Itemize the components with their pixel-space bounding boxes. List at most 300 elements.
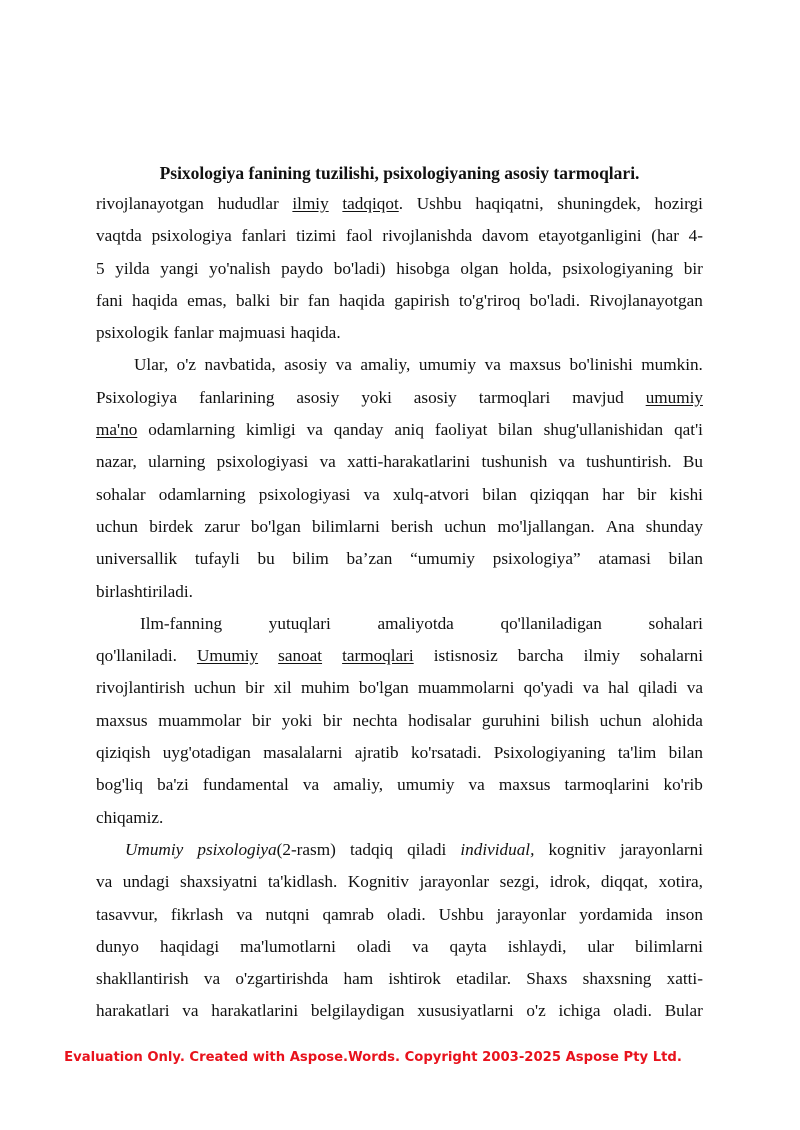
word-text: tasavvur, xyxy=(96,904,158,924)
word-text: amaliyotda xyxy=(377,613,454,633)
word xyxy=(652,705,703,737)
word xyxy=(361,382,392,414)
word xyxy=(394,414,424,446)
word-text: Ilm-fanning xyxy=(140,613,223,633)
word xyxy=(387,899,426,931)
word-text: etadilar. xyxy=(456,969,512,989)
word-text: psixologik xyxy=(96,323,169,343)
word-text: davom xyxy=(481,226,529,246)
text-line xyxy=(96,866,703,898)
word xyxy=(303,769,319,801)
word-text: shuningdek, xyxy=(557,194,641,213)
word-text: ajratib xyxy=(354,743,399,763)
word-text: muhim xyxy=(300,678,350,698)
word-text: muammolar xyxy=(158,710,242,730)
word-text: bo'linishi xyxy=(569,355,633,375)
word xyxy=(608,672,629,704)
word xyxy=(460,253,498,285)
word xyxy=(292,543,328,575)
word xyxy=(412,931,428,963)
word-text: jarayonlar xyxy=(419,872,490,892)
word xyxy=(347,446,470,478)
word-text: tarmoqlarini xyxy=(564,775,650,795)
word xyxy=(499,769,551,801)
word-text: (2-rasm) xyxy=(276,839,336,859)
word-text: sezgi, xyxy=(499,872,540,892)
word-text: ko'rsatadi. xyxy=(411,743,482,763)
word-text: bilimlarni xyxy=(312,516,380,536)
word-text: jarayonlar xyxy=(496,904,567,924)
word xyxy=(620,834,703,866)
word-text: asosiy xyxy=(413,387,457,407)
word xyxy=(391,511,433,543)
word xyxy=(655,188,703,220)
word-text: birlashtiriladi. xyxy=(96,581,193,601)
word xyxy=(209,253,270,285)
word xyxy=(235,963,328,995)
word-text: amaliy, xyxy=(333,775,384,795)
word-text: Shaxs xyxy=(526,969,568,989)
word xyxy=(280,285,299,317)
word xyxy=(485,349,501,381)
word xyxy=(258,543,275,575)
word xyxy=(322,899,374,931)
word-text: qamrab xyxy=(322,904,375,924)
word xyxy=(148,446,205,478)
word-text: bilish xyxy=(550,710,589,730)
word-text: qayta xyxy=(449,936,487,956)
word-text: qiladi xyxy=(407,839,447,859)
word-text: . xyxy=(398,194,404,213)
word-text: uchun xyxy=(444,516,487,536)
word xyxy=(508,931,567,963)
italic-term: individual, xyxy=(460,839,535,859)
word-text: maxsus xyxy=(498,775,551,795)
text-line xyxy=(96,640,703,672)
word-text: fani xyxy=(96,290,123,310)
word xyxy=(278,640,322,672)
word xyxy=(538,220,641,252)
word-text: tizimi xyxy=(296,226,337,246)
word xyxy=(323,705,342,737)
word-text: mo'ljallangan. xyxy=(497,516,595,536)
word xyxy=(586,446,671,478)
word xyxy=(635,931,703,963)
word xyxy=(651,220,679,252)
word-text: bo'ladi. xyxy=(529,290,580,310)
word xyxy=(601,866,648,898)
word-text: o'z xyxy=(176,355,196,375)
text-line xyxy=(96,285,703,317)
word xyxy=(602,479,624,511)
word-text: xotira, xyxy=(658,872,703,892)
word xyxy=(469,769,485,801)
word xyxy=(449,931,486,963)
word xyxy=(140,608,222,640)
word-text: xil xyxy=(273,678,292,698)
word-text: bilan xyxy=(668,549,703,569)
word-text: kimligi xyxy=(246,420,296,440)
word xyxy=(482,479,516,511)
word xyxy=(641,349,703,381)
word xyxy=(211,995,298,1027)
word-text: bir xyxy=(683,258,703,278)
word xyxy=(96,446,137,478)
word-text: umumiy xyxy=(418,355,477,375)
word xyxy=(459,285,521,317)
word-text: odamlarning xyxy=(148,420,236,440)
word-text: kognitiv xyxy=(548,839,606,859)
word xyxy=(334,414,384,446)
text-line xyxy=(96,672,703,704)
word-text: hisobga xyxy=(396,258,450,278)
word xyxy=(667,963,703,995)
word xyxy=(618,737,656,769)
word xyxy=(132,285,178,317)
word-text: va xyxy=(319,452,336,472)
word xyxy=(96,479,146,511)
word-text: qo'llaniladigan xyxy=(500,613,602,633)
word xyxy=(159,479,246,511)
word xyxy=(640,640,703,672)
word xyxy=(481,446,547,478)
word xyxy=(203,769,289,801)
word-text: bo'lgan xyxy=(250,516,301,536)
underlined-term: ilmiy xyxy=(292,194,329,213)
word xyxy=(342,640,414,672)
word xyxy=(669,543,703,575)
word xyxy=(684,253,703,285)
word xyxy=(194,672,236,704)
word xyxy=(96,640,177,672)
word-text: dunyo xyxy=(96,936,139,956)
word xyxy=(204,963,220,995)
word xyxy=(343,963,373,995)
word xyxy=(125,834,183,866)
word xyxy=(482,220,529,252)
word xyxy=(182,995,198,1027)
word-text: bilim xyxy=(292,549,329,569)
word xyxy=(646,382,703,414)
word-text: inson xyxy=(665,904,703,924)
word-text: maxsus xyxy=(509,355,561,375)
word-text: shaxsning xyxy=(582,969,652,989)
word-text: va xyxy=(412,936,429,956)
word xyxy=(339,285,385,317)
word-text: rivojlanishda xyxy=(382,226,473,246)
word xyxy=(355,737,399,769)
text-line xyxy=(96,995,703,1027)
word xyxy=(435,414,488,446)
word xyxy=(360,349,410,381)
word-text: uchun xyxy=(599,710,642,730)
word-text: yangi xyxy=(160,258,199,278)
word-text: yoki xyxy=(281,710,313,730)
word xyxy=(530,285,580,317)
word xyxy=(274,672,292,704)
word xyxy=(96,737,150,769)
word xyxy=(157,769,189,801)
word-text: gapirish xyxy=(394,290,450,310)
word xyxy=(526,963,567,995)
text-line xyxy=(96,769,703,801)
word xyxy=(217,446,309,478)
document-title: Psixologiya fanining tuzilishi, psixologiyaning asosiy tarmoqlari. xyxy=(159,163,640,183)
word xyxy=(242,220,287,252)
word-text: bir xyxy=(279,290,299,310)
word-text: sohalari xyxy=(648,613,703,633)
text-line xyxy=(96,608,703,640)
word xyxy=(311,995,405,1027)
word xyxy=(359,672,409,704)
word-text: qat'i xyxy=(674,420,703,440)
word-text: nechta xyxy=(352,710,398,730)
word xyxy=(497,899,567,931)
word-text: etayotganligini xyxy=(538,226,642,246)
underlined-term: sanoat xyxy=(278,646,323,666)
word-text: barcha xyxy=(517,646,564,666)
word-text: va xyxy=(302,775,320,795)
word xyxy=(342,188,403,220)
word-text: rivojlantirish xyxy=(96,678,185,698)
word-text: qo'llaniladi. xyxy=(96,646,177,666)
word xyxy=(559,446,575,478)
word xyxy=(282,705,313,737)
word xyxy=(263,737,342,769)
word xyxy=(96,963,189,995)
word-text: Rivojlanayotgan xyxy=(589,290,703,310)
word xyxy=(296,382,339,414)
word xyxy=(663,769,702,801)
word-text: universallik xyxy=(96,549,178,569)
word xyxy=(583,672,599,704)
text-line xyxy=(96,253,703,285)
word-text: umumiy xyxy=(397,775,455,795)
word-text: fanlari xyxy=(241,226,287,246)
word xyxy=(180,866,257,898)
word xyxy=(171,899,224,931)
word-text: bo'ladi) xyxy=(333,258,386,278)
word xyxy=(417,995,513,1027)
word-text: bu xyxy=(257,549,275,569)
word xyxy=(336,349,352,381)
word xyxy=(353,705,398,737)
word xyxy=(96,931,139,963)
word xyxy=(606,511,635,543)
word xyxy=(333,769,383,801)
word-text: va xyxy=(306,420,323,440)
word xyxy=(382,220,472,252)
word-text: ularning xyxy=(148,452,206,472)
word xyxy=(204,511,239,543)
word xyxy=(152,220,232,252)
word-text: masalalarni xyxy=(263,743,343,763)
word-text: Psixologiyaning xyxy=(493,743,606,763)
word-text: xulq-atvori xyxy=(392,484,470,504)
word-text: rivojlanayotgan xyxy=(96,194,204,213)
word-text: oladi xyxy=(356,936,392,956)
word-text: chiqamiz. xyxy=(96,807,164,827)
word-text: hozirgi xyxy=(654,194,703,213)
word-text: shug'ullanishidan xyxy=(543,420,664,440)
word xyxy=(197,834,335,866)
word-text: amaliy, xyxy=(360,355,411,375)
word xyxy=(414,382,457,414)
word xyxy=(493,543,581,575)
word xyxy=(551,705,589,737)
word xyxy=(687,672,703,704)
word xyxy=(123,866,170,898)
word-text: ko'rib xyxy=(663,775,703,795)
word-text: navbatida, xyxy=(204,355,276,375)
word-text: asosiy xyxy=(284,355,328,375)
word-text: tushuntirish. xyxy=(586,452,672,472)
word xyxy=(281,253,323,285)
word xyxy=(240,931,336,963)
word xyxy=(96,511,138,543)
underlined-term: Umumiy xyxy=(196,646,259,666)
word xyxy=(148,414,235,446)
word xyxy=(199,382,274,414)
word xyxy=(689,220,703,252)
word-text: bir xyxy=(322,710,342,730)
word xyxy=(482,705,540,737)
word xyxy=(301,672,350,704)
word-text: diqqat, xyxy=(600,872,649,892)
word xyxy=(284,349,327,381)
word xyxy=(646,511,703,543)
word xyxy=(509,349,561,381)
word-text: bir xyxy=(245,678,265,698)
word-text: nutqni xyxy=(265,904,310,924)
word xyxy=(246,414,296,446)
text-line xyxy=(96,931,703,963)
word-text: belgilaydigan xyxy=(310,1001,405,1021)
word-text: qiziqqan xyxy=(529,484,590,504)
word-text: va xyxy=(363,484,380,504)
word-text: paydo xyxy=(281,258,324,278)
word-text: uchun xyxy=(96,516,139,536)
word xyxy=(393,479,469,511)
word-text: ular xyxy=(587,936,615,956)
word-text: undagi xyxy=(122,872,170,892)
word xyxy=(308,285,330,317)
italic-term: Umumiy xyxy=(125,839,184,859)
word xyxy=(589,285,703,317)
word xyxy=(518,640,564,672)
word-text: istisnosiz xyxy=(433,646,498,666)
text-line xyxy=(96,317,703,349)
word-text: kishi xyxy=(669,484,703,504)
word-text: odamlarning xyxy=(158,484,246,504)
word xyxy=(434,640,498,672)
word xyxy=(410,543,475,575)
text-line xyxy=(96,188,703,220)
evaluation-watermark: Evaluation Only. Created with Aspose.Words. Copyright 2003-2025 Aspose Pty Ltd. xyxy=(64,1050,682,1065)
word xyxy=(562,253,673,285)
word xyxy=(509,253,551,285)
word xyxy=(245,672,264,704)
word-text: mavjud xyxy=(572,387,624,407)
word xyxy=(218,188,279,220)
word-text: fan xyxy=(307,290,330,310)
word-text: bilimlarni xyxy=(635,936,703,956)
word xyxy=(96,414,137,446)
word xyxy=(419,349,476,381)
word-text: Bular xyxy=(664,1001,703,1021)
word-text: to'g'riroq xyxy=(458,290,521,310)
word xyxy=(96,705,148,737)
word xyxy=(195,543,240,575)
word-text: ham xyxy=(343,969,374,989)
word xyxy=(96,866,112,898)
word-text: qiladi xyxy=(638,678,678,698)
word-text: uyg'otadigan xyxy=(162,743,251,763)
word-text: va xyxy=(182,1001,199,1021)
word xyxy=(557,188,641,220)
word-text: qanday xyxy=(333,420,384,440)
word xyxy=(149,511,193,543)
word xyxy=(96,995,169,1027)
word-text: va xyxy=(484,355,501,375)
word-text: har xyxy=(602,484,625,504)
word-text: shunday xyxy=(645,516,703,536)
word-text: hududlar xyxy=(217,194,279,213)
word-text: hodisalar xyxy=(408,710,472,730)
word xyxy=(269,608,331,640)
word xyxy=(411,737,481,769)
text-line xyxy=(96,543,703,575)
word xyxy=(158,705,241,737)
word xyxy=(268,866,337,898)
word-text: o'zgartirishda xyxy=(235,969,329,989)
word xyxy=(96,285,123,317)
word xyxy=(397,769,454,801)
text-line xyxy=(96,963,703,995)
word xyxy=(670,479,703,511)
word xyxy=(444,511,486,543)
word-text: shaxsiyatni xyxy=(180,872,258,892)
word-text: sohalarni xyxy=(639,646,703,666)
word-text: bilan xyxy=(668,743,703,763)
word-text: Kognitiv xyxy=(347,872,409,892)
word xyxy=(456,963,511,995)
word-text: haqiqatni, xyxy=(475,194,544,213)
word-text: birdek xyxy=(149,516,194,536)
word xyxy=(579,899,653,931)
word xyxy=(550,866,591,898)
word-text: (har xyxy=(651,226,679,246)
word xyxy=(439,899,484,931)
word xyxy=(347,543,393,575)
underlined-term: umumiy xyxy=(645,387,703,407)
word xyxy=(526,995,545,1027)
text-line xyxy=(96,479,703,511)
word-text: va xyxy=(96,872,113,892)
word xyxy=(346,220,373,252)
word xyxy=(500,866,540,898)
word xyxy=(377,608,453,640)
word xyxy=(418,672,514,704)
word-text: 5 xyxy=(96,258,105,278)
word-text: bir xyxy=(251,710,272,730)
word-text: Bu xyxy=(682,452,703,472)
word-text: o'z xyxy=(526,1001,546,1021)
word xyxy=(637,479,656,511)
word xyxy=(364,479,380,511)
word-text: fundamental xyxy=(202,775,289,795)
word xyxy=(296,220,336,252)
